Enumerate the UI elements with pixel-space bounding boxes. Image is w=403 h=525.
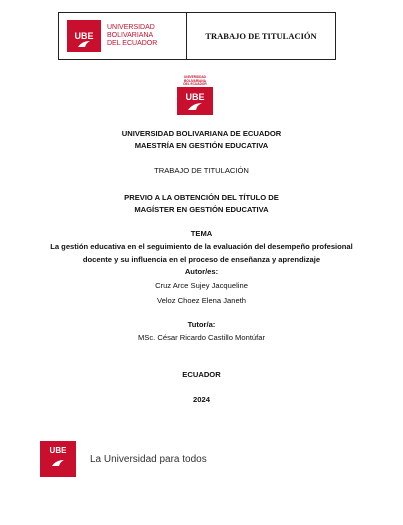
wing-icon [51, 459, 65, 467]
center-logo-abbr: UBE [185, 91, 205, 102]
ube-logo-text: UBE [74, 31, 94, 41]
center-logo-mark [177, 87, 213, 115]
header-logo [59, 13, 187, 59]
tutor-label: Tutor/a: [187, 320, 216, 329]
tutor-name: MSc. César Ricardo Castillo Montúfar [137, 333, 266, 342]
tema-label: TEMA [190, 229, 213, 238]
header-title: TRABAJO DE TITULACIÓN [205, 31, 317, 41]
work-type: TRABAJO DE TITULACIÓN [154, 166, 249, 175]
ube-logo-mark [67, 20, 101, 52]
country: ECUADOR [182, 370, 221, 379]
header-title-cell [187, 13, 335, 59]
author-1: Cruz Arce Sujey Jacqueline [155, 281, 248, 290]
footer-logo [40, 441, 76, 477]
wing-icon [77, 40, 91, 48]
author-2: Veloz Choez Elena Janeth [156, 296, 247, 305]
university-heading: UNIVERSIDAD BOLIVARIANA DE ECUADOR [121, 129, 282, 138]
center-logo [172, 76, 218, 116]
year: 2024 [193, 395, 210, 404]
authors-label: Autor/es: [184, 267, 219, 276]
wing-icon [187, 102, 203, 111]
degree-line-2: MAGÍSTER EN GESTIÓN EDUCATIVA [134, 205, 269, 214]
footer-slogan: La Universidad para todos [90, 453, 207, 465]
footer-branding [40, 441, 207, 477]
tema-line-1: La gestión educativa en el seguimiento de la evaluación del desempeño profesional [50, 242, 353, 251]
program-heading: MAESTRÍA EN GESTIÓN EDUCATIVA [134, 141, 269, 150]
university-name: UNIVERSIDAD BOLIVARIANA DEL ECUADOR [107, 24, 158, 47]
header-table [58, 12, 336, 60]
degree-line-1: PREVIO A LA OBTENCIÓN DEL TÍTULO DE [124, 193, 279, 202]
center-logo-caption: UNIVERSIDAD BOLIVARIANA DEL ECUADOR [183, 75, 207, 87]
footer-logo-abbr: UBE [49, 446, 67, 455]
tema-line-2: docente y su influencia en el proceso de enseñanza y aprendizaje [82, 255, 321, 264]
